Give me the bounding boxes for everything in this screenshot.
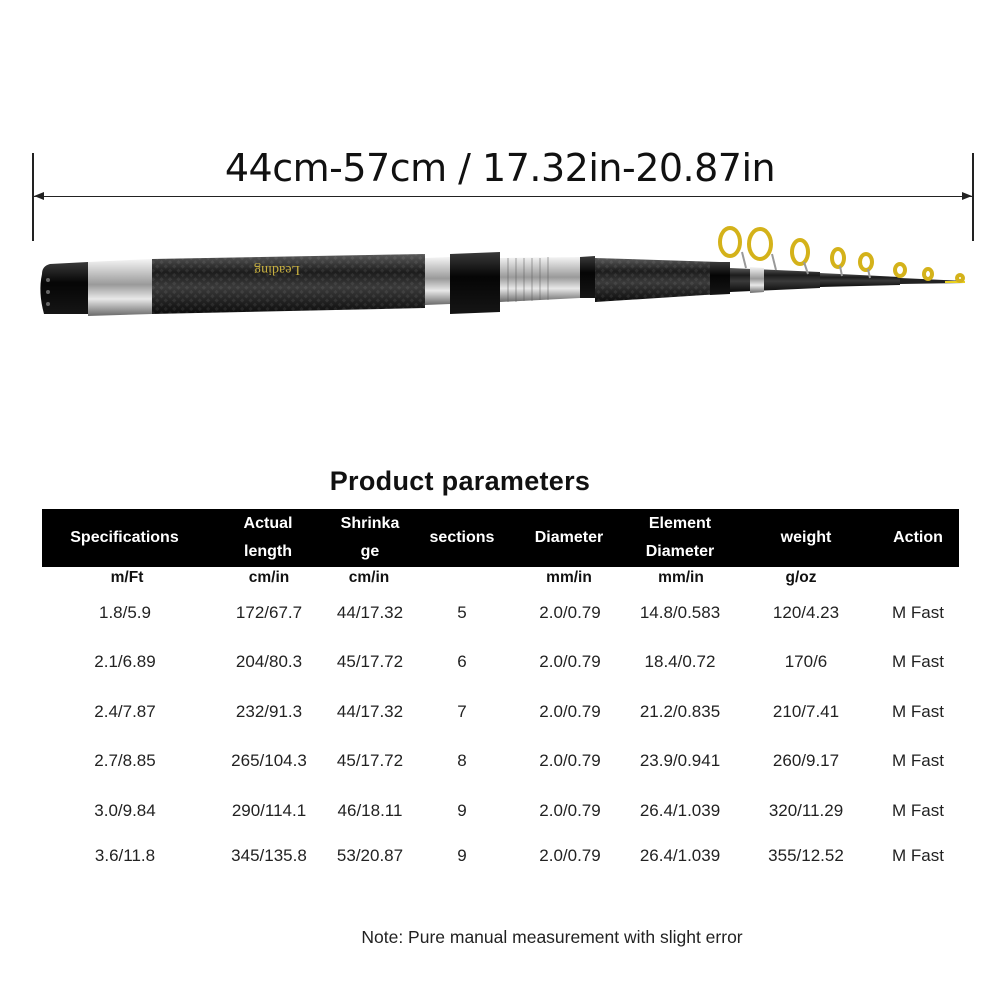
table-cell: 23.9/0.941 (639, 751, 721, 770)
table-cell: M Fast (892, 801, 944, 820)
table-cell: 170/6 (784, 652, 828, 671)
table-cell: 232/91.3 (235, 702, 303, 721)
table-cell: 2.7/8.85 (94, 751, 156, 770)
header-shrinkage: Shrinka ge (340, 515, 400, 560)
unit-element: mm/in (658, 569, 704, 586)
unit-diameter: mm/in (546, 569, 592, 586)
header-element-diameter: Element Diameter (645, 515, 715, 560)
table-cell: 14.8/0.583 (639, 603, 721, 622)
table-header (42, 509, 959, 567)
table-cell: 2.0/0.79 (539, 801, 601, 820)
header-action: Action (893, 529, 943, 546)
table-cell: 320/11.29 (768, 801, 844, 820)
table-cell: 2.0/0.79 (539, 846, 601, 865)
unit-actual: cm/in (248, 569, 290, 586)
table-cell: 204/80.3 (235, 652, 303, 671)
table-cell: 2.4/7.87 (94, 702, 156, 721)
table-cell: 2.0/0.79 (539, 702, 601, 721)
table-cell: M Fast (892, 702, 944, 721)
header-actual-length: Actual length (243, 515, 293, 560)
table-cell: M Fast (892, 652, 944, 671)
table-cell: 265/104.3 (231, 751, 307, 770)
table-cell: 26.4/1.039 (639, 801, 721, 820)
table-cell: 18.4/0.72 (644, 652, 716, 671)
table-cell: 3.6/11.8 (94, 846, 156, 865)
table-cell: 260/9.17 (772, 751, 840, 770)
measurement-note: Note: Pure manual measurement with slight error (361, 927, 743, 947)
table-cell: 355/12.52 (768, 846, 844, 865)
table-cell: 1.8/5.9 (99, 603, 151, 622)
table-cell: 53/20.87 (336, 846, 404, 865)
table-cell: 21.2/0.835 (639, 702, 721, 721)
rod-brand-text: Leading (254, 262, 300, 277)
table-cell: M Fast (892, 603, 944, 622)
table-cell: 45/17.72 (336, 652, 404, 671)
arrowhead-left-icon (34, 192, 44, 200)
table-cell: 290/114.1 (231, 801, 307, 820)
header-weight: weight (780, 529, 832, 546)
collapsed-length-label: 44cm-57cm / 17.32in-20.87in (224, 146, 776, 190)
header-specifications: Specifications (70, 529, 179, 546)
table-cell: 44/17.32 (336, 702, 404, 721)
table-cell: 210/7.41 (772, 702, 840, 721)
table-cell: 45/17.72 (336, 751, 404, 770)
header-diameter: Diameter (534, 529, 604, 546)
table-cell: 6 (457, 652, 467, 671)
table-cell: 9 (457, 846, 467, 865)
table-cell: 44/17.32 (336, 603, 404, 622)
table-cell: 2.0/0.79 (539, 603, 601, 622)
table-title: Product parameters (329, 466, 591, 496)
header-sections: sections (429, 529, 495, 546)
unit-spec: m/Ft (110, 569, 144, 586)
table-cell: 8 (457, 751, 467, 770)
table-cell: 120/4.23 (772, 603, 840, 622)
arrowhead-right-icon (962, 192, 972, 200)
table-cell: 26.4/1.039 (639, 846, 721, 865)
table-cell: 3.0/9.84 (94, 801, 156, 820)
table-cell: 2.0/0.79 (539, 652, 601, 671)
table-cell: 7 (457, 702, 467, 721)
table-cell: 2.0/0.79 (539, 751, 601, 770)
table-cell: 46/18.11 (337, 801, 403, 820)
dimension-line (34, 196, 972, 197)
table-cell: 2.1/6.89 (94, 652, 156, 671)
unit-weight: g/oz (785, 569, 817, 586)
table-cell: 5 (457, 603, 467, 622)
fishing-rod-image (30, 222, 980, 332)
table-cell: M Fast (892, 846, 944, 865)
table-cell: 9 (457, 801, 467, 820)
table-cell: M Fast (892, 751, 944, 770)
unit-shrink: cm/in (348, 569, 390, 586)
table-cell: 345/135.8 (231, 846, 307, 865)
table-cell: 172/67.7 (235, 603, 303, 622)
